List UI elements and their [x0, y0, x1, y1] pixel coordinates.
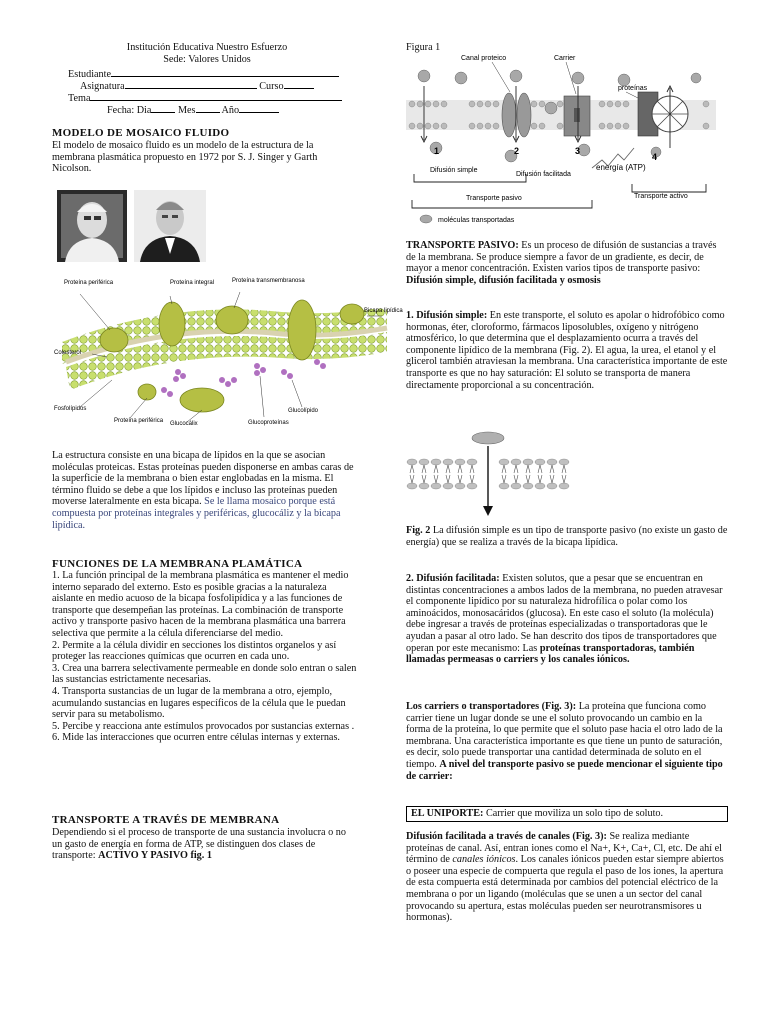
passive-paragraph	[406, 240, 728, 286]
structure-text-blue: Se le llama mosaico porque está compuesta por proteínas integrales y periféricas, glucocáliz y la bicapa lipídica.	[52, 496, 341, 531]
subject-label: Asignatura	[80, 81, 125, 92]
label-integral: Proteína integral	[170, 280, 215, 286]
label-glycocalyx: Glucocálix	[170, 421, 198, 427]
topic-label: Tema	[68, 93, 91, 104]
structure-paragraph	[52, 450, 362, 531]
figure1-caption: Figura 1	[406, 42, 441, 53]
student-label: Estudiante	[68, 69, 112, 80]
carriers-paragraph	[406, 701, 728, 782]
functions-title: FUNCIONES DE LA MEMBRANA PLAMÁTICA	[52, 558, 303, 570]
function-item: 1. La función principal de la membrana plasmática es mantener el medio interno separado del externo. Esto es posible gracias a la naturaleza aislante en medio acuoso de la bicapa fosfolipídica y a las funciones de transporte que desempeñan las proteínas. La combinación de transporte activo y transporte pasivo hacen de la membrana plasmática una barrera selectiva que permite a la célula diferenciarse del medio.	[52, 570, 349, 639]
num-3: 3	[575, 146, 581, 156]
label-simple: Difusión simple	[430, 167, 478, 174]
fig2-label: Fig. 2	[406, 525, 431, 536]
fig2-caption	[406, 525, 728, 548]
facilitated-paragraph	[406, 573, 728, 666]
channels-title: Difusión facilitada a través de canales (Fig. 3):	[406, 831, 607, 842]
label-transmembrane: Proteína transmembranosa	[232, 278, 305, 284]
legend-molecule-icon	[420, 215, 432, 223]
channels-text-1: Se realiza mediante proteínas de canal. Así, entran iones como el Na+, K+, Ca+, Cl, etc. De ahí el término de	[406, 831, 722, 866]
num-1: 1	[434, 146, 440, 156]
school-site: Sede: Valores Unidos	[163, 54, 251, 65]
label-cholesterol: Colesterol	[54, 350, 82, 356]
uniport-box	[406, 806, 728, 822]
label-active: Transporte activo	[634, 193, 688, 200]
label-canal: Canal proteico	[461, 55, 507, 62]
passive-title: TRANSPORTE PASIVO:	[406, 240, 519, 251]
month-label: Mes	[177, 105, 196, 116]
label-glycolipid: Glucolípido	[288, 408, 319, 414]
course-label: Curso	[259, 81, 284, 92]
label-carrier: Carrier	[554, 55, 576, 62]
num-4: 4	[652, 152, 658, 162]
passive-types: Difusión simple, difusión facilitada y osmosis	[406, 274, 601, 286]
label-bilayer: Bicapa lipídica	[364, 308, 403, 314]
date-field	[107, 103, 279, 117]
portrait-singer	[57, 190, 127, 262]
transport-figure	[406, 48, 736, 226]
label-facilitated: Difusión facilitada	[516, 171, 571, 178]
school-name: Institución Educativa Nuestro Esfuerzo	[126, 42, 288, 53]
uniport-title: EL UNIPORTE:	[411, 808, 484, 819]
structure-text: La estructura consiste en una bicapa de lípidos en la que se asocian moléculas proteicas. Estas proteínas pueden disponerse en ambas caras de la superficie de la membrana o bien estar englobadas en la misma. El término fluido se debe a que los lípidos e incluso las proteínas pueden moverse lateralmente en esta bicapa.	[52, 450, 354, 508]
integral-protein-shape	[159, 302, 185, 346]
transporters-intro: Se han descrito dos tipos de transportadores que operan por este mecanismo: Las	[406, 630, 717, 654]
function-item: 4. Transporta sustancias de un lugar de la membrana a otro, ejemplo, acumulando sustancias en lugares específicos de la célula que le puedan servir para su metabolismo.	[52, 685, 346, 721]
transport-paragraph	[52, 827, 357, 862]
mosaic-intro: El modelo de mosaico fluido es un modelo de la estructura de la membrana plasmática propuesto en 1972 por S. J. Singer y Garth Nicolson.	[52, 140, 318, 175]
label-glycoproteins: Glucoproteínas	[248, 420, 289, 426]
function-item: 2. Permite a la célula dividir en secciones los distintos organelos y así proteger las reacciones químicas que ocurren en cada uno.	[52, 639, 337, 663]
year-label: Año	[221, 105, 240, 116]
simple-diffusion-paragraph	[406, 310, 728, 391]
carrier-types: A nivel del transporte pasivo se puede mencionar el siguiente tipo de carrier:	[406, 758, 723, 782]
facilitated-text: Existen solutos, que a pesar que se encuentran en distintas concentraciones a ambos lados de la membrana, no pueden atravesar el componente lipídico por su naturaleza hidrofílica o polar como los aminoácidos, monosacáridos (glucosa). En este caso el soluto (la molécula) debe ingresar a través de proteínas especializadas o transportadoras que le ayudan a pasar al otro lado.	[406, 573, 723, 642]
function-item: 6. Mide las interacciones que ocurren entre células internas y externas.	[52, 732, 340, 744]
simple-diffusion-diagram	[406, 428, 576, 524]
date-label: Fecha: Dia	[107, 105, 152, 116]
carriers-title: Los carriers o transportadores (Fig. 3):	[406, 701, 577, 712]
function-item: 5. Percibe y reacciona ante estímulos provocados por sustancias externas .	[52, 720, 355, 732]
simple-text: En este transporte, el soluto es apolar o hidrofóbico como hormonas, éter, cloroformo, fármacos liposolubles, oxígeno y nitrógeno atmosférico, lo que determina que el desplazamiento ocurra a través del componente lipídico de la membrana (Fig. 2). El agua, la urea, el etanol y el glicerol también atraviesan la membrana. Una característica importante de este transporte es que no hay saturación: El soluto se transporta de manera directamente proporcional a su concentración.	[406, 310, 728, 391]
portrait-nicolson	[134, 190, 206, 262]
fluid-mosaic-diagram	[52, 272, 403, 437]
function-item: 3. Crea una barrera selectivamente permeable en donde solo entran o salen las sustancias estrictamente necesarias.	[52, 662, 357, 686]
label-phospholipids: Fosfolípidos	[54, 406, 87, 412]
glycocalyx-chains	[161, 359, 326, 397]
transport-title: TRANSPORTE A TRAVÉS DE MEMBRANA	[52, 814, 280, 826]
carriers-text: La proteína que funciona como carrier tiene un lugar donde se une el soluto provocando un cambio en la forma de la proteína, lo que permite que el soluto pase hacia el otro lado de la membrana. Una característica importante es que tiene un punto de saturación, es decir, solo puede transportar una cantidad determinada de soluto en el tiempo.	[406, 701, 723, 770]
simple-title: 1. Difusión simple:	[406, 310, 488, 321]
channels-text-2: . Los canales iónicos pueden estar siempre abiertos o poseer una especie de compuerta que regula el paso de los iones, la apertura de esta compuerta está determinada por cambios del potencial eléctrico de la membrana o por un ligando (moléculas que se unen a un sector del canal provocando su apertura, estas moléculas pueden ser neurotransmisores u hormonas).	[406, 854, 724, 924]
label-energy: energía (ATP)	[596, 163, 646, 172]
transport-bold: ACTIVO Y PASIVO fig. 1	[98, 850, 212, 862]
mosaic-title: MODELO DE MOSAICO FLUIDO	[52, 127, 230, 139]
transmembrane-protein-shape	[216, 306, 248, 334]
passive-text: Es un proceso de difusión de sustancias a través de la membrana. Se produce siempre a favor de un gradiente, es decir, de mayor a menor concentración. Existen varios tipos de transporte pasivo:	[406, 240, 717, 275]
label-peripheral: Proteína periférica	[64, 280, 114, 286]
fig2-text: La difusión simple es un tipo de transporte pasivo (no existe un gasto de energía) que se realiza a través de la bicapa lipídica.	[406, 525, 728, 548]
channels-italic: canales iónicos	[452, 854, 516, 866]
num-2: 2	[514, 146, 520, 156]
peripheral-protein-shape	[100, 328, 128, 352]
uniport-text: Carrier que moviliza un solo tipo de soluto.	[485, 808, 664, 819]
label-legend: moléculas transportadas	[438, 217, 515, 224]
facilitated-title: 2. Difusión facilitada:	[406, 573, 500, 584]
transporters-bold: proteínas transportadoras, también llamadas permeasas o carriers y los canales iónicos.	[406, 642, 695, 666]
label-peripheral-2: Proteína periférica	[114, 418, 164, 424]
protein-channel-shape	[502, 93, 516, 137]
label-passive: Transporte pasivo	[466, 195, 522, 202]
transport-text: Dependiendo si el proceso de transporte de una sustancia involucra o no un gasto de energía en forma de ATP, se distinguen dos clases de transporte:	[52, 827, 346, 862]
label-proteins: proteínas	[618, 85, 648, 92]
channels-paragraph	[406, 831, 728, 924]
functions-list	[52, 570, 357, 744]
